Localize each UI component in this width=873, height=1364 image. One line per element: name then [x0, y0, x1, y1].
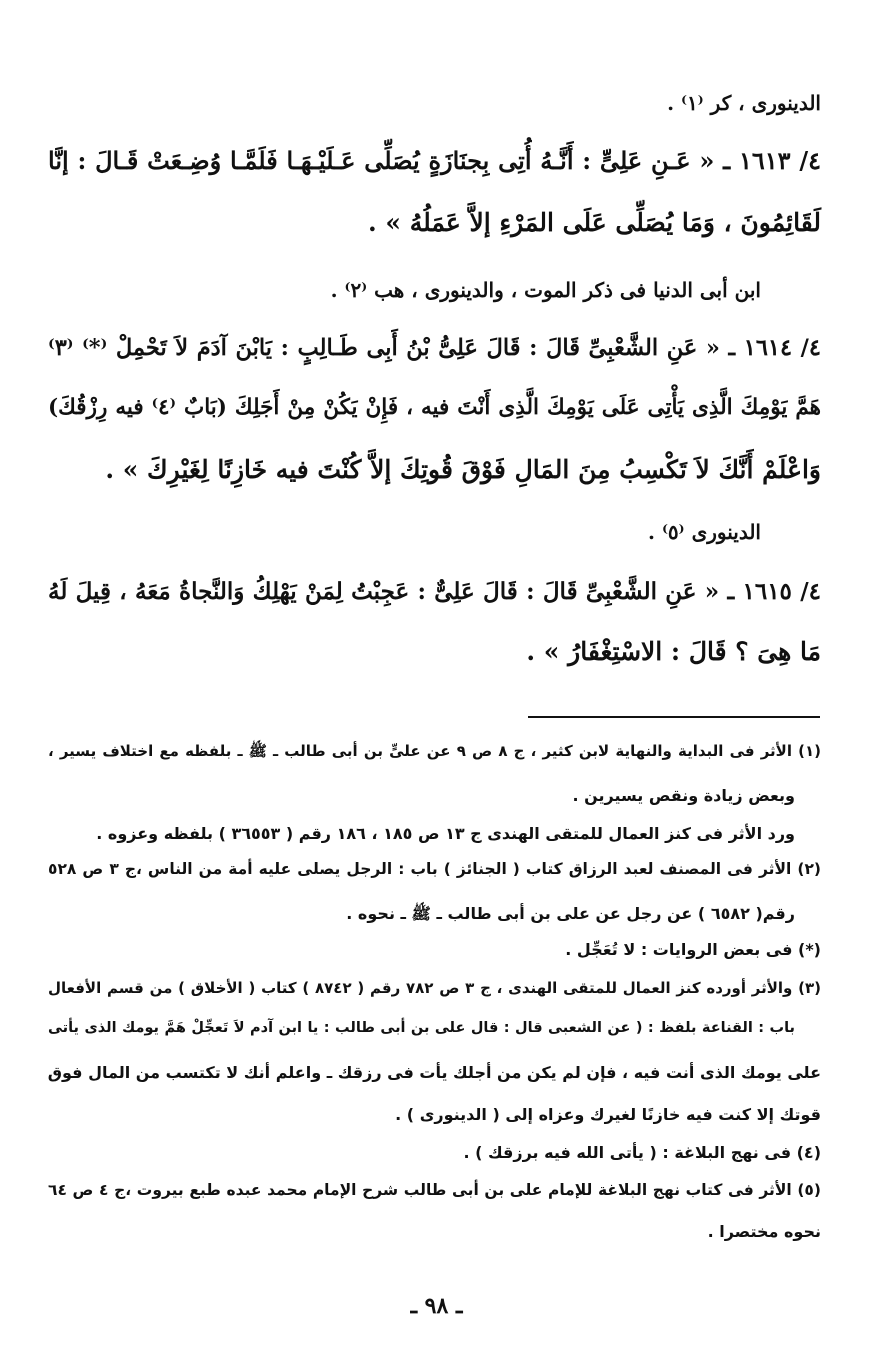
hadith-1615-line-1: ٤/ ١٦١٥ ـ « عَنِ الشَّعْبِىِّ قَالَ : قَالَ عَلِىٌّ : عَجِبْتُ لِمَنْ يَهْلِكُ وَالنَّجاةُ مَعَهُ ، قِيلَ لَهُ	[48, 578, 821, 605]
page-number: ـ ٩٨ ـ	[410, 1293, 463, 1319]
footnote-2-line-1: (٢) الأثر فى المصنف لعبد الرزاق كتاب ( الجنائز ) باب : الرجل يصلى عليه أمة من الناس ،ج ٣ ص ٥٢٨	[48, 860, 821, 878]
source-line: الدينورى ⁽٥⁾ .	[648, 520, 761, 544]
footnote-3-line-3: على يومك الذى أنت فيه ، فإن لم يكن من أجلك يأت فى رزقك ـ واعلم أنك لا تكتسب من المال فوق	[47, 1063, 821, 1082]
footnote-1-line-2: وبعض زيادة ونقص يسيرين .	[572, 786, 795, 805]
hadith-1615-line-2: مَا هِىَ ؟ قَالَ : الاسْتِغْفَارُ » .	[526, 637, 821, 666]
footnote-4: (٤) فى نهج البلاغة : ( يأتى الله فيه برزقك ) .	[463, 1143, 821, 1162]
footnote-5-line-1: (٥) الأثر فى كتاب نهج البلاغة للإمام على بن أبى طالب شرح الإمام محمد عبده طبع بيروت ،ج ٤ ص ٦٤	[48, 1181, 821, 1199]
source-line: ابن أبى الدنيا فى ذكر الموت ، والدينورى ، هب ⁽٢⁾ .	[330, 278, 761, 302]
footnote-star: (*) فى بعض الروايات : لا تُعَجِّل .	[565, 940, 821, 959]
hadith-1613-line-2: لَقَائِمُونَ ، وَمَا يُصَلِّى عَلَى المَرْءِ إلاَّ عَمَلُهُ » .	[368, 208, 821, 237]
hadith-1614-line-2: هَمَّ يَوْمِكَ الَّذِى يَأْتِى عَلَى يَوْمِكَ الَّذِى أَنْتَ فيه ، فَإِنْ يَكُنْ مِنْ أَجَلِكَ (بَابٌ ⁽٤⁾ فيه رِزْقُكَ)	[48, 395, 821, 420]
footnote-5-line-2: نحوه مختصرا .	[707, 1222, 821, 1241]
footnote-1-line-3: ورد الأثر فى كنز العمال للمتقى الهندى ج ١٣ ص ١٨٥ ، ١٨٦ رقم ( ٣٦٥٥٣ ) بلفظه وعزوه .	[96, 824, 795, 843]
hadith-1614-line-1: ٤/ ١٦١٤ ـ « عَنِ الشَّعْبِىِّ قَالَ : قَالَ عَلِىُّ بْنُ أَبِى طَـالِبٍ : يَابْنَ آدَمَ لاَ تَحْمِلْ ⁽*⁾ ⁽٣⁾	[48, 335, 821, 361]
footnote-1-line-1: (١) الأثر فى البداية والنهاية لابن كثير ، ج ٨ ص ٩ عن علىٍّ بن أبى طالب ـ ﷺ ـ بلفظه مع اختلاف يسير ،	[48, 742, 822, 760]
footnote-2-line-2: رقم( ٦٥٨٢ ) عن رجل عن على بن أبى طالب ـ ﷺ ـ نحوه .	[346, 904, 795, 923]
source-line: الدينورى ، كر ⁽١⁾ .	[667, 91, 821, 115]
footnote-3-line-4: قوتك إلا كنت فيه خازنًا لغيرك وعزاه إلى ( الدينورى ) .	[395, 1105, 821, 1124]
hadith-1613-line-1: ٤/ ١٦١٣ ـ « عَـنِ عَلِىٍّ : أَنَّـهُ أُتِى بِجنَازَةٍ يُصَلِّى عَـلَيْـهَـا فَلَمَّـا وُضِـعَتْ قَـالَ : إنَّا	[48, 146, 822, 175]
hadith-1614-line-3: وَاعْلَمْ أَنَّكَ لاَ تَكْسِبُ مِنَ المَالِ فَوْقَ قُوتِكَ إلاَّ كُنْتَ فيه خَازِنًا لِغَيْرِكَ » .	[105, 455, 821, 484]
footnote-3-line-1: (٣) والأثر أورده كنز العمال للمتقى الهندى ، ج ٣ ص ٧٨٢ رقم ( ٨٧٤٢ ) كتاب ( الأخلاق ) من قسم الأفعال	[48, 979, 822, 997]
footnote-separator	[528, 716, 820, 718]
footnote-3-line-2: باب : القناعة بلفظ : ( عن الشعبى قال : قال على بن أبى طالب : يا ابن آدم لاَ تَعجِّلْ هَمَّ يومك الذى يأتى	[48, 1020, 795, 1036]
